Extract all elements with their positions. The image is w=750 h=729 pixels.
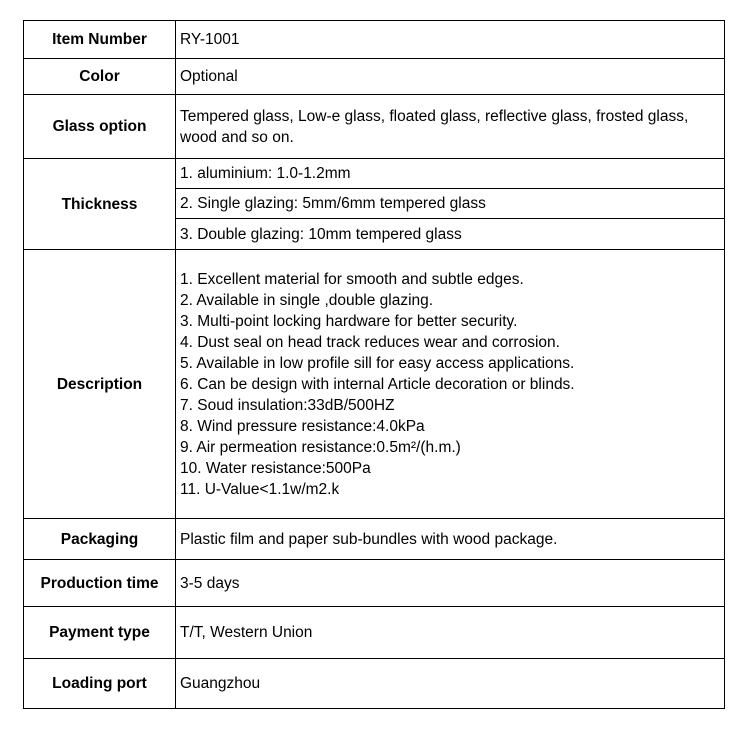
table-row-payment-type (24, 607, 725, 659)
table-row-loading-port (24, 659, 725, 709)
description-line-8: 8. Wind pressure resistance:4.0kPa (180, 417, 425, 435)
loading-port-value: Guangzhou (176, 659, 725, 709)
item-number-label: Item Number (24, 21, 176, 59)
description-line-11: 11. U-Value<1.1w/m2.k (180, 480, 340, 498)
item-number-value: RY-1001 (176, 21, 725, 59)
description-line-5: 5. Available in low profile sill for easy access applications. (180, 354, 575, 372)
description-line-9: 9. Air permeation resistance:0.5m²/(h.m.) (180, 438, 461, 456)
payment-type-label: Payment type (24, 607, 176, 659)
thickness-value-1: 1. aluminium: 1.0-1.2mm (176, 159, 725, 189)
production-time-label: Production time (24, 560, 176, 607)
thickness-label: Thickness (24, 159, 176, 250)
description-line-2: 2. Available in single ,double glazing. (180, 291, 434, 309)
table-row-thickness (24, 159, 725, 189)
table-row-color (24, 59, 725, 95)
table-row-packaging (24, 519, 725, 560)
description-line-6: 6. Can be design with internal Article decoration or blinds. (180, 375, 575, 393)
thickness-value-2: 2. Single glazing: 5mm/6mm tempered glass (176, 189, 725, 219)
table-row-description (24, 250, 725, 519)
color-label: Color (24, 59, 176, 95)
description-label: Description (24, 250, 176, 519)
table-row-production-time (24, 560, 725, 607)
table-row-glass-option (24, 95, 725, 159)
description-line-1: 1. Excellent material for smooth and subtle edges. (180, 270, 524, 288)
color-value: Optional (176, 59, 725, 95)
glass-option-value: Tempered glass, Low-e glass, floated glass, reflective glass, frosted glass, wood and so on. (176, 95, 725, 159)
table-row-item-number (24, 21, 725, 59)
production-time-value: 3-5 days (176, 560, 725, 607)
packaging-value: Plastic film and paper sub-bundles with wood package. (176, 519, 725, 560)
glass-option-label: Glass option (24, 95, 176, 159)
thickness-value-3: 3. Double glazing: 10mm tempered glass (176, 219, 725, 250)
loading-port-label: Loading port (24, 659, 176, 709)
description-line-4: 4. Dust seal on head track reduces wear and corrosion. (180, 333, 560, 351)
payment-type-value: T/T, Western Union (176, 607, 725, 659)
description-line-10: 10. Water resistance:500Pa (180, 459, 371, 477)
product-spec-table (23, 20, 725, 709)
packaging-label: Packaging (24, 519, 176, 560)
description-line-3: 3. Multi-point locking hardware for better security. (180, 312, 518, 330)
description-line-7: 7. Soud insulation:33dB/500HZ (180, 396, 395, 414)
description-value (176, 250, 725, 519)
